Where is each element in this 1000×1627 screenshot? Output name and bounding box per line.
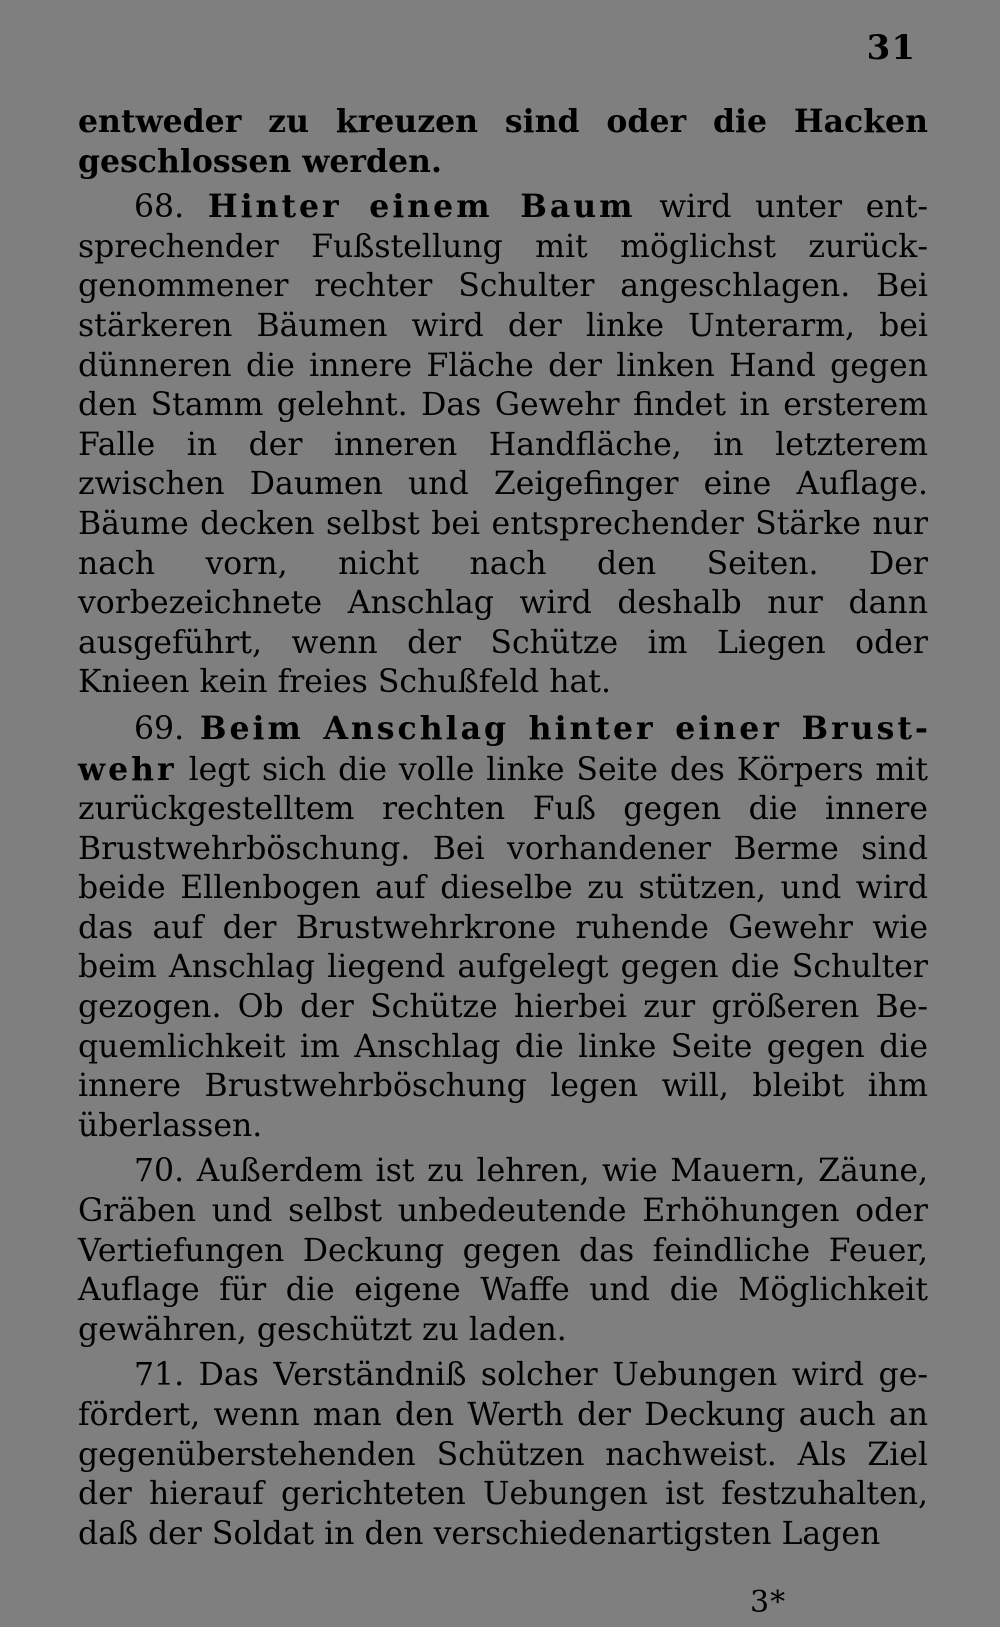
paragraph-text: wird unter entsprechender Fußstellung mit möglichst zurückgenommener rechter Schulter angeschlagen. Bei stärkeren Bäumen wird der linke Unterarm, bei dünneren die innere Fläche der linken Hand gegen den Stamm gelehnt. Das Gewehr findet in ersterem Falle in der inneren Handfläche, in letzterem zwischen Daumen und Zeigefinger eine Auflage. Bäume decken selbst bei entsprechender Stärke nur nach vorn, nicht nach den Seiten. Der vorbezeichnete Anschlag wird deshalb nur dann ausgeführt, wenn der Schütze im Liegen oder Knieen kein freies Schußfeld hat.: [78, 189, 929, 701]
paragraph-text: Außerdem ist zu lehren, wie Mauern, Zäune, Gräben und selbst unbedeutende Erhöhungen oder Vertiefungen Deckung gegen das feindliche Feuer, Auflage für die eigene Waffe und die Möglichkeit gewähren, geschützt zu laden.: [78, 1153, 928, 1348]
paragraph-continuation: entweder zu kreuzen sind oder die Hacken geschlossen werden.: [78, 103, 928, 180]
page-number: 31: [866, 28, 916, 68]
paragraph-heading: Beim Anschlag hinter einer Brustwehr: [78, 709, 928, 788]
book-page: [78, 0, 928, 1627]
paragraph-heading: Hinter einem Baum: [207, 188, 636, 226]
paragraph-number: 68.: [134, 189, 185, 226]
paragraph-number: 69.: [134, 710, 185, 747]
paragraph-69: [78, 709, 928, 1147]
page-body: [78, 102, 928, 1554]
paragraph-70: [78, 1152, 928, 1350]
paragraph-text: Das Verständniß solcher Uebungen wird gefördert, wenn man den Werth der Deckung auch an gegenüberstehenden Schützen nachweist. Als Ziel der hierauf gerichteten Uebungen ist festzuhalten, daß der Soldat in den verschiedenartigsten Lagen: [78, 1357, 928, 1552]
paragraph-text: legt sich die volle linke Seite des Körpers mit zurückgestelltem rechten Fuß gegen die innere Brustwehrböschung. Bei vorhandener Berme sind beide Ellenbogen auf dieselbe zu stützen, und wird das auf der Brustwehrkrone ruhende Gewehr wie beim Anschlag liegend aufgelegt gegen die Schulter gezogen. Ob der Schütze hierbei zur größeren Bequemlichkeit im Anschlag die linke Seite gegen die innere Brustwehrböschung legen will, bleibt ihm überlassen.: [78, 751, 928, 1144]
paragraph-68: [78, 187, 928, 703]
paragraph-number: 71.: [134, 1357, 185, 1394]
paragraph-71: [78, 1356, 928, 1554]
paragraph-number: 70.: [134, 1153, 185, 1190]
signature-mark: 3*: [750, 1585, 787, 1620]
